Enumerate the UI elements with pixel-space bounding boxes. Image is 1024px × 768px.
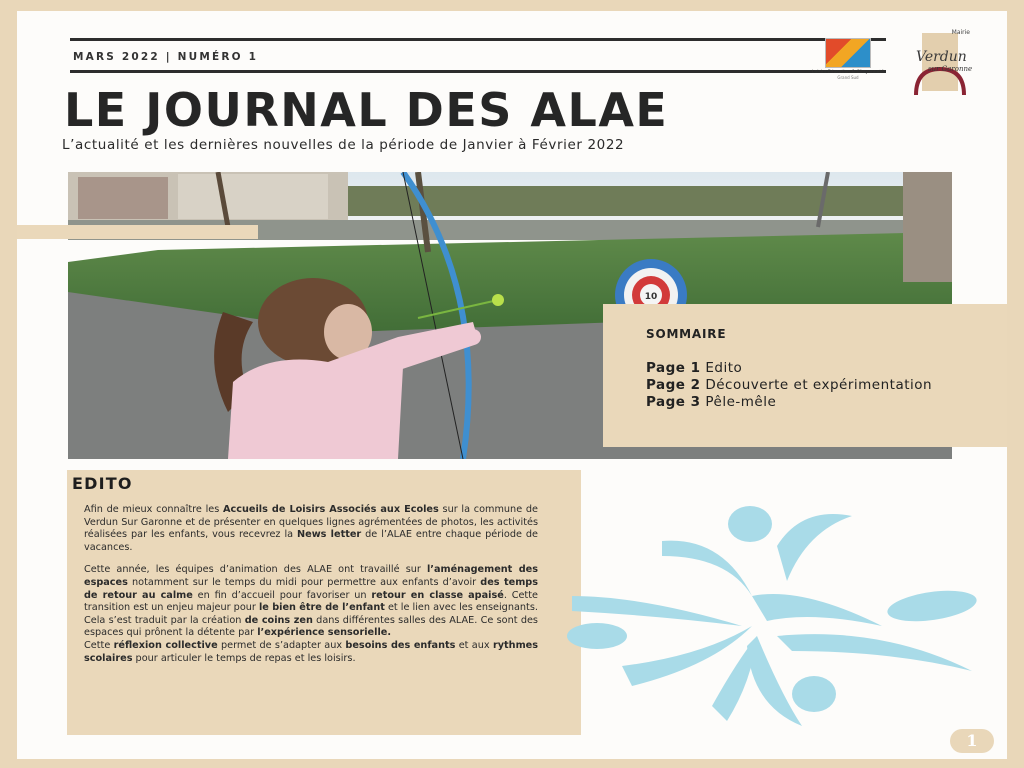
edito-emphasis: News letter <box>297 529 362 541</box>
sommaire-item-label: Pêle-mêle <box>705 394 777 410</box>
sommaire-heading: SOMMAIRE <box>646 327 727 341</box>
sommaire-item-label: Découverte et expérimentation <box>705 377 933 393</box>
edito-emphasis: réflexion collective <box>113 639 218 651</box>
edito-paragraph-1 <box>84 504 538 554</box>
edito-emphasis: des temps de retour au calme <box>84 576 538 601</box>
page-number-badge: 1 <box>950 729 994 753</box>
edito-paragraph-3 <box>84 615 538 640</box>
edito-text: dans différentes salles des ALAE. Ce sont des espaces qui prônent la détente par <box>84 614 538 639</box>
sommaire-item-page: Page 2 <box>646 377 701 393</box>
edito-text: . Cette transition est un enjeu majeur pour <box>84 589 538 614</box>
decorative-figures-illustration <box>552 486 1007 731</box>
decorative-tan-bar <box>17 225 258 239</box>
edito-paragraph-4 <box>84 640 538 665</box>
target-number: 10 <box>644 292 658 302</box>
edito-emphasis: de coins zen <box>244 614 313 626</box>
edito-text: en fin d’accueil pour favoriser un <box>192 589 372 601</box>
edito-text: notamment sur le temps du midi pour permettre aux enfants d’avoir <box>127 576 481 588</box>
edito-text: pour articuler le temps de repas et les loisirs. <box>132 652 356 664</box>
sommaire-item <box>646 360 946 377</box>
edito-emphasis: l’aménagement des espaces <box>84 564 538 588</box>
edito-emphasis: besoins des enfants <box>345 639 456 651</box>
sommaire-item <box>646 377 946 394</box>
loisirs-education-logo <box>803 38 893 80</box>
edito-text: Cette <box>84 639 114 651</box>
sommaire-item-label: Edito <box>705 360 743 376</box>
edito-text: Cela s’est traduit par la création <box>84 614 245 626</box>
newsletter-page <box>17 11 1007 759</box>
loisirs-logo-line2: Grand Sud <box>837 75 859 80</box>
edito-box <box>67 470 581 735</box>
header-top-rule <box>70 38 886 41</box>
edito-text: de l’ALAE entre chaque période de vacances. <box>84 529 538 553</box>
edito-text: et aux <box>455 639 493 651</box>
sommaire-list <box>646 360 946 411</box>
verdun-logo-mairie: Mairie <box>951 29 970 36</box>
edito-body <box>84 504 538 665</box>
edito-paragraph-2 <box>84 564 538 614</box>
loisirs-logo-mark <box>825 38 871 68</box>
edito-text: sur la commune de Verdun Sur Garonne et de présenter en quelques lignes agrémentées de photos, les activités réalisées par les enfants, vous recevrez la <box>84 504 539 541</box>
journal-title: LE JOURNAL DES ALAE <box>64 83 669 137</box>
edito-text: Cette année, les équipes d’animation des ALAE ont travaillé sur <box>84 564 427 576</box>
edito-text: Afin de mieux connaître les <box>84 504 224 515</box>
edito-emphasis: l’expérience sensorielle. <box>257 627 392 639</box>
header-bottom-rule <box>70 70 886 73</box>
sommaire-box <box>603 304 1007 447</box>
edito-emphasis: Accueils de Loisirs Associés aux Ecoles <box>223 504 439 515</box>
edito-emphasis: le bien être de l’enfant <box>258 602 385 614</box>
sommaire-item <box>646 394 946 411</box>
edito-heading: EDITO <box>72 474 133 493</box>
loisirs-logo-line1: Loisirs Education & Citoyenneté <box>812 70 884 75</box>
edito-emphasis: rythmes scolaires <box>84 639 539 664</box>
issue-label: MARS 2022 | NUMÉRO 1 <box>73 51 259 63</box>
sommaire-item-page: Page 3 <box>646 394 701 410</box>
verdun-logo-name: Verdun <box>916 49 967 65</box>
edito-text: et le lien avec les enseignants. <box>384 602 538 614</box>
journal-subtitle: L’actualité et les dernières nouvelles de la période de Janvier à Février 2022 <box>62 137 625 153</box>
verdun-logo-sub: sur Garonne <box>928 65 973 73</box>
edito-emphasis: retour en classe apaisé <box>371 589 504 601</box>
sommaire-item-page: Page 1 <box>646 360 701 376</box>
edito-text: permet de s’adapter aux <box>217 639 346 651</box>
